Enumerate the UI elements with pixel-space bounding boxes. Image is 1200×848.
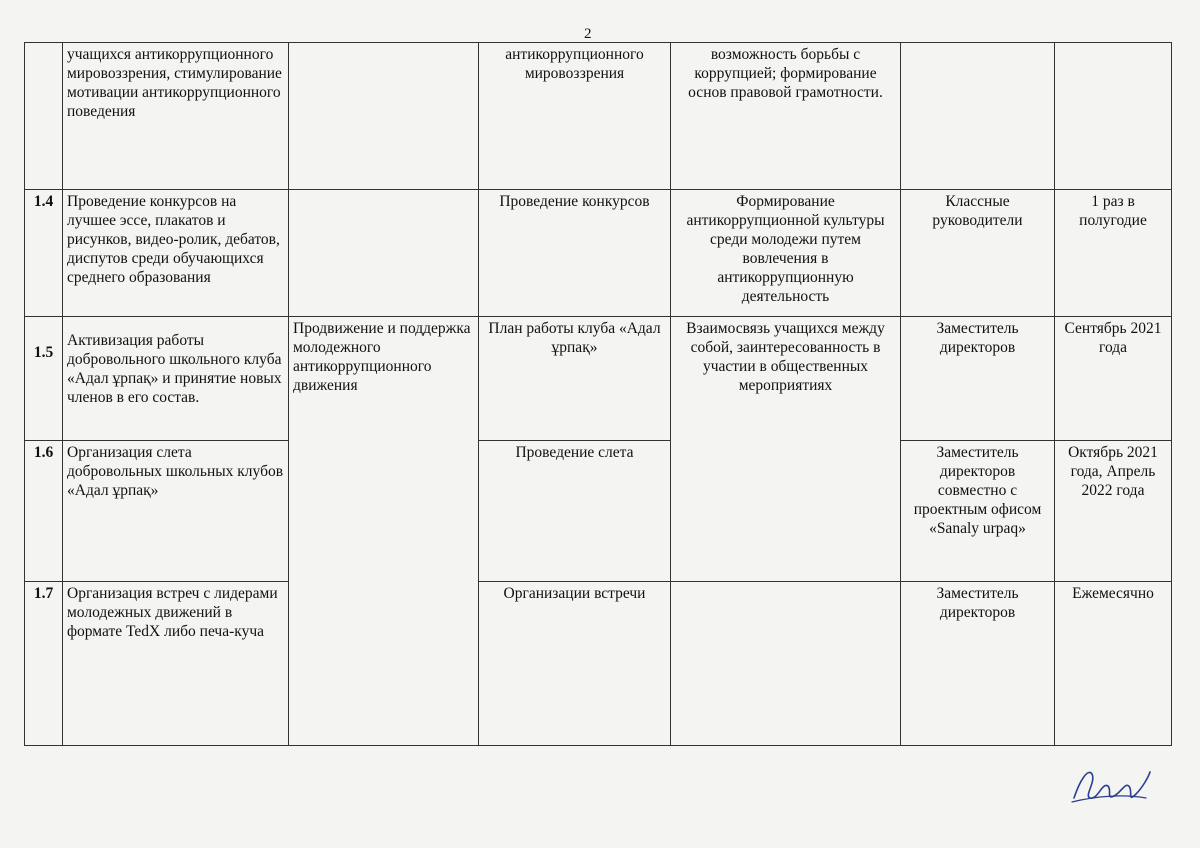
action-plan-table (24, 42, 1172, 746)
responsible: Классные руководители (901, 190, 1055, 317)
row-number: 1.7 (25, 582, 63, 746)
responsible (901, 43, 1055, 190)
direction-cell: Продвижение и поддержка молодежного антикоррупционного движения (289, 317, 479, 746)
form-of-completion: Проведение слета (479, 441, 671, 582)
responsible: Заместитель директоров (901, 317, 1055, 441)
form-of-completion: антикоррупционного мировоззрения (479, 43, 671, 190)
deadline (1055, 43, 1172, 190)
activity-name: Организация слета добровольных школьных клубов «Адал ұрпақ» (63, 441, 289, 582)
row-number: 1.6 (25, 441, 63, 582)
row-number: 1.4 (25, 190, 63, 317)
expected-result (671, 582, 901, 746)
table-row (25, 190, 1172, 317)
responsible: Заместитель директоров совместно с проектным офисом «Sanaly urpaq» (901, 441, 1055, 582)
table-row (25, 582, 1172, 746)
form-of-completion: План работы клуба «Адал ұрпақ» (479, 317, 671, 441)
handwritten-signature (1066, 758, 1154, 810)
deadline: 1 раз в полугодие (1055, 190, 1172, 317)
direction-cell (289, 43, 479, 190)
expected-result: Взаимосвязь учащихся между собой, заинтересованность в участии в общественных мероприятиях (671, 317, 901, 582)
activity-name: учащихся антикоррупционного мировоззрения, стимулирование мотивации антикоррупционного поведения (63, 43, 289, 190)
expected-result: возможность борьбы с коррупцией; формирование основ правовой грамотности. (671, 43, 901, 190)
deadline: Сентябрь 2021 года (1055, 317, 1172, 441)
expected-result: Формирование антикоррупционной культуры среди молодежи путем вовлечения в антикоррупционную деятельность (671, 190, 901, 317)
form-of-completion: Организации встречи (479, 582, 671, 746)
deadline: Октябрь 2021 года, Апрель 2022 года (1055, 441, 1172, 582)
direction-cell (289, 190, 479, 317)
page-number: 2 (584, 26, 592, 42)
table-row (25, 317, 1172, 441)
activity-name: Активизация работы добровольного школьного клуба «Адал ұрпақ» и принятие новых членов в его состав. (63, 317, 289, 441)
responsible: Заместитель директоров (901, 582, 1055, 746)
table-row (25, 43, 1172, 190)
row-number (25, 43, 63, 190)
activity-name: Организация встреч с лидерами молодежных движений в формате TedX либо печа-куча (63, 582, 289, 746)
table-row (25, 441, 1172, 582)
deadline: Ежемесячно (1055, 582, 1172, 746)
row-number: 1.5 (25, 317, 63, 441)
form-of-completion: Проведение конкурсов (479, 190, 671, 317)
activity-name: Проведение конкурсов на лучшее эссе, плакатов и рисунков, видео-ролик, дебатов, диспутов среди обучающихся среднего образования (63, 190, 289, 317)
